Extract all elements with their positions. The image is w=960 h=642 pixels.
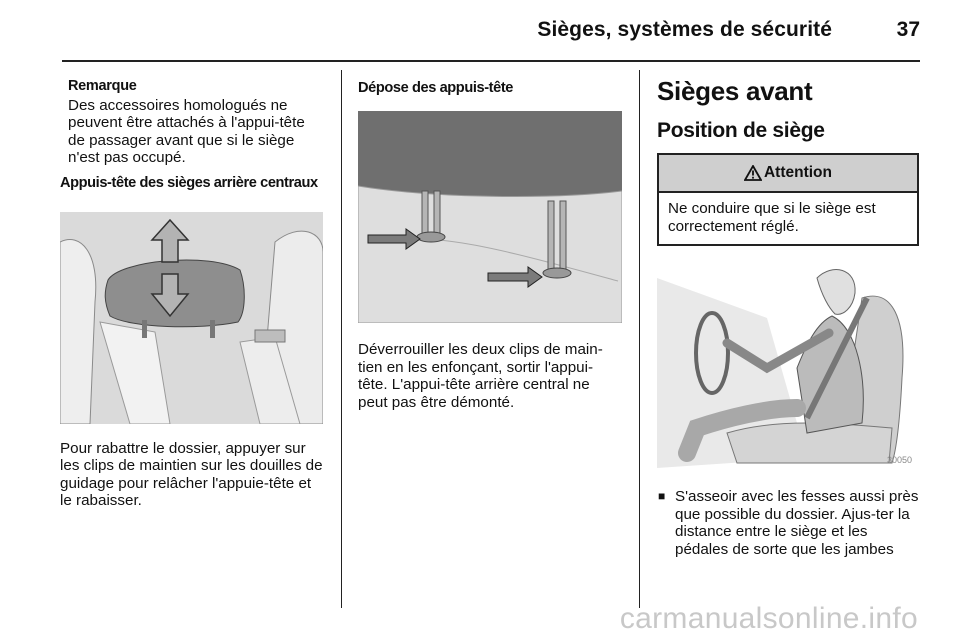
note-block bbox=[60, 78, 325, 167]
headrest-removal-body: Déverrouiller les deux clips de main-tien en les enfonçant, sortir l'appui-tête. L'appui-tête arrière central ne peut pas être démonté. bbox=[358, 341, 603, 411]
column-3 bbox=[657, 74, 919, 558]
instruction-list bbox=[657, 488, 919, 558]
column-2 bbox=[358, 74, 622, 411]
rear-headrest-figure bbox=[60, 212, 323, 424]
note-title: Remarque bbox=[68, 78, 137, 94]
seat-position-figure bbox=[657, 258, 919, 468]
seat-position-illustration bbox=[657, 258, 919, 468]
warning-title: Attention bbox=[763, 164, 832, 181]
page-number: 37 bbox=[896, 18, 920, 41]
rear-headrest-body: Pour rabattre le dossier, appuyer sur les clips de maintien sur les douilles de guidage pour relâcher l'appuie-tête et le rabaisser. bbox=[60, 439, 323, 509]
section-title: Sièges avant bbox=[657, 76, 813, 106]
headrest-removal-heading: Dépose des appuis-tête bbox=[358, 80, 514, 96]
warning-text: Ne conduire que si le siège est correctement réglé. bbox=[668, 200, 876, 235]
figure-code: 30050 bbox=[887, 455, 913, 465]
bullet-square-icon: ■ bbox=[658, 489, 666, 503]
headrest-removal-figure bbox=[358, 111, 622, 323]
list-item-text: S'asseoir avec les fesses aussi près que possible du dossier. Ajus-ter la distance entre le siège et les pédales de sorte que les jambes bbox=[675, 488, 919, 558]
rear-headrest-heading: Appuis-tête des sièges arrière centraux bbox=[60, 174, 318, 191]
watermark: carmanualsonline.info bbox=[619, 602, 918, 635]
rear-headrest-illustration bbox=[60, 212, 323, 424]
header-rule bbox=[62, 60, 920, 62]
header-title: Sièges, systèmes de sécurité bbox=[537, 18, 832, 41]
warning-box bbox=[657, 153, 919, 246]
warning-triangle-icon bbox=[744, 165, 762, 181]
column-divider-1 bbox=[341, 70, 342, 608]
warning-header bbox=[659, 155, 917, 193]
column-divider-2 bbox=[639, 70, 640, 608]
section-subtitle: Position de siège bbox=[657, 119, 825, 142]
list-item bbox=[657, 488, 919, 558]
column-1 bbox=[60, 74, 325, 510]
headrest-removal-illustration bbox=[358, 111, 622, 323]
note-text: Des accessoires homologués ne peuvent être attachés à l'appui-tête de passager avant que si le siège n'est pas occupé. bbox=[68, 96, 305, 166]
